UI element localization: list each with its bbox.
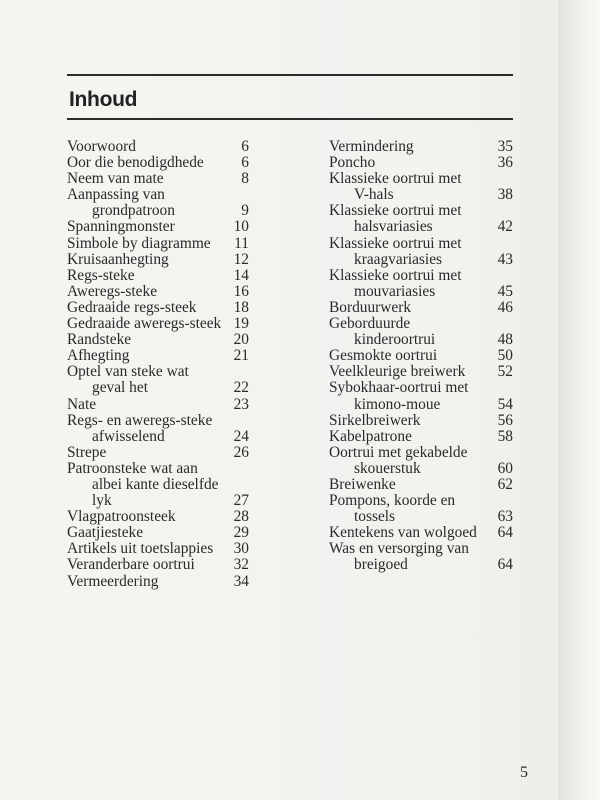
toc-entry-title: Regs- en aweregs-steke (67, 411, 213, 429)
toc-entry (67, 509, 249, 525)
toc-entry (329, 348, 513, 364)
toc-entry-title: Breiwenke (329, 475, 396, 493)
toc-entry-title: Neem van mate (67, 170, 164, 188)
toc-entry-title: Borduurwerk (329, 298, 412, 316)
toc-entry (67, 332, 249, 348)
toc-entry (67, 300, 249, 316)
toc-entry-page: 56 (497, 411, 513, 429)
toc-entry-title-continuation: albei kante dieselfde (92, 475, 219, 493)
toc-entry (329, 171, 513, 203)
toc-entry-title: Vermeerdering (67, 572, 159, 590)
toc-entry-title-continuation: kimono-moue (354, 395, 441, 413)
toc-entry (67, 139, 249, 155)
toc-entry-title: Veranderbare oortrui (67, 556, 195, 574)
toc-entry-page: 21 (233, 347, 249, 365)
toc-entry-page: 64 (497, 524, 513, 542)
toc-entry-title: Vlagpatroonsteek (67, 508, 176, 526)
toc-entry-title: Kabelpatrone (329, 427, 412, 445)
toc-entry-title: Simbole by diagramme (67, 234, 211, 252)
toc-entry (329, 413, 513, 429)
page-edge (558, 0, 600, 800)
toc-entry (67, 525, 249, 541)
toc-entry (67, 236, 249, 252)
toc-entry-title: Veelkleurige breiwerk (329, 363, 466, 381)
toc-entry-page: 36 (497, 154, 513, 172)
toc-entry-page: 28 (233, 508, 249, 526)
toc-entry-page: 6 (241, 138, 249, 155)
toc-entry-page: 48 (497, 331, 513, 349)
toc-entry-page: 8 (241, 170, 249, 188)
title-rule-bottom (67, 118, 513, 120)
toc-entry-title-continuation: mouvariasies (354, 282, 436, 300)
toc-right-column (329, 139, 513, 574)
toc-entry-title-continuation: kinderoortrui (354, 331, 436, 349)
toc-entry-title: Sybokhaar-oortrui met (329, 379, 469, 397)
toc-entry-title: Geborduurde (329, 315, 411, 333)
toc-entry-title: Patroonsteke wat aan (67, 459, 198, 477)
toc-entry-title: Kentekens van wolgoed (329, 524, 477, 542)
toc-entry (67, 557, 249, 573)
toc-entry-title: Kruisaanhegting (67, 250, 169, 268)
toc-entry (67, 187, 249, 219)
toc-entry-page: 60 (497, 459, 513, 477)
toc-entry-title-continuation: afwisselend (92, 427, 165, 445)
toc-entry-page: 16 (233, 282, 249, 300)
page-title: Inhoud (69, 88, 138, 111)
toc-entry-title: Klassieke oortrui met (329, 266, 462, 284)
title-rule-top (67, 74, 513, 76)
toc-entry (67, 268, 249, 284)
toc-entry-page: 62 (497, 475, 513, 493)
toc-entry-title-continuation: lyk (92, 492, 112, 510)
toc-entry-page: 9 (241, 202, 249, 220)
toc-entry (329, 477, 513, 493)
toc-entry-page: 22 (233, 379, 249, 397)
toc-entry-page: 20 (233, 331, 249, 349)
toc-entry-title: Spanningmonster (67, 218, 175, 236)
toc-entry (329, 525, 513, 541)
toc-entry-page: 23 (233, 395, 249, 413)
toc-entry (329, 300, 513, 316)
toc-entry-title: Gedraaide aweregs-steek (67, 315, 222, 333)
toc-entry-title: Vermindering (329, 138, 414, 155)
toc-entry (329, 380, 513, 412)
toc-entry (329, 541, 513, 573)
toc-entry (67, 461, 249, 509)
toc-entry (67, 397, 249, 413)
toc-entry (67, 445, 249, 461)
toc-entry (67, 541, 249, 557)
toc-entry-title: Gesmokte oortrui (329, 347, 438, 365)
toc-entry (329, 493, 513, 525)
toc-entry (329, 203, 513, 235)
toc-entry-title-continuation: grondpatroon (92, 202, 175, 220)
toc-entry-page: 54 (497, 395, 513, 413)
toc-entry (67, 219, 249, 235)
toc-left-column (67, 139, 249, 590)
toc-entry-page: 6 (241, 154, 249, 172)
toc-entry-title-continuation: breigoed (354, 556, 408, 574)
toc-entry-title: Klassieke oortrui met (329, 234, 462, 252)
toc-entry-page: 27 (233, 492, 249, 510)
toc-entry-title: Strepe (67, 443, 107, 461)
toc-entry-page: 35 (497, 138, 513, 155)
toc-entry-title: Oor die benodigdhede (67, 154, 204, 172)
toc-entry-page: 38 (497, 186, 513, 204)
toc-entry (67, 252, 249, 268)
toc-entry-title: Randsteke (67, 331, 132, 349)
toc-entry (329, 155, 513, 171)
toc-entry-page: 64 (497, 556, 513, 574)
toc-entry-page: 29 (233, 524, 249, 542)
toc-entry-page: 50 (497, 347, 513, 365)
toc-entry (329, 139, 513, 155)
toc-entry (329, 236, 513, 268)
toc-entry (329, 445, 513, 477)
toc-entry-page: 26 (233, 443, 249, 461)
toc-entry-page: 24 (233, 427, 249, 445)
toc-entry (67, 574, 249, 590)
toc-entry-title: Gedraaide regs-steek (67, 298, 197, 316)
toc-entry-title: Pompons, koorde en (329, 492, 456, 510)
toc-entry-page: 45 (497, 282, 513, 300)
toc-entry-title: Was en versorging van (329, 540, 469, 558)
toc-entry (329, 429, 513, 445)
toc-entry-page: 42 (497, 218, 513, 236)
toc-entry (329, 316, 513, 348)
toc-entry-page: 30 (233, 540, 249, 558)
toc-entry-title: Oortrui met gekabelde (329, 443, 468, 461)
toc-entry-title: Aanpassing van (67, 186, 165, 204)
toc-entry (329, 364, 513, 380)
toc-entry-title: Regs-steke (67, 266, 135, 284)
toc-entry (67, 348, 249, 364)
toc-entry-title: Nate (67, 395, 97, 413)
toc-entry (329, 268, 513, 300)
toc-entry-title: Aweregs-steke (67, 282, 158, 300)
toc-entry-page: 43 (497, 250, 513, 268)
toc-entry (67, 155, 249, 171)
toc-entry-page: 58 (497, 427, 513, 445)
toc-entry (67, 171, 249, 187)
toc-entry-title: Klassieke oortrui met (329, 202, 462, 220)
toc-entry-page: 12 (233, 250, 249, 268)
toc-entry-title-continuation: skouerstuk (354, 459, 421, 477)
toc-entry-title: Sirkelbreiwerk (329, 411, 421, 429)
page-number: 5 (520, 764, 528, 781)
toc-entry-page: 52 (497, 363, 513, 381)
toc-entry (67, 284, 249, 300)
toc-entry-title: Afhegting (67, 347, 130, 365)
toc-entry (67, 364, 249, 396)
toc-entry-page: 19 (233, 315, 249, 333)
toc-entry-title-continuation: tossels (354, 508, 396, 526)
toc-entry-title-continuation: halsvariasies (354, 218, 433, 236)
toc-entry-page: 32 (233, 556, 249, 574)
toc-entry-title: Poncho (329, 154, 376, 172)
toc-entry-page: 34 (233, 572, 249, 590)
toc-entry-page: 46 (497, 298, 513, 316)
toc-entry-title-continuation: geval het (92, 379, 148, 397)
toc-entry-title-continuation: V-hals (354, 186, 394, 204)
toc-entry (67, 316, 249, 332)
toc-entry-page: 10 (233, 218, 249, 236)
toc-entry-title: Gaatjiesteke (67, 524, 144, 542)
toc-entry-page: 11 (234, 234, 249, 252)
toc-entry-title-continuation: kraagvariasies (354, 250, 443, 268)
toc-entry-page: 14 (233, 266, 249, 284)
toc-entry-title: Klassieke oortrui met (329, 170, 462, 188)
toc-entry-title: Optel van steke wat (67, 363, 189, 381)
toc-entry (67, 413, 249, 445)
toc-entry-page: 18 (233, 298, 249, 316)
toc-entry-page: 63 (497, 508, 513, 526)
toc-entry-title: Voorwoord (67, 138, 136, 155)
toc-entry-title: Artikels uit toetslappies (67, 540, 214, 558)
